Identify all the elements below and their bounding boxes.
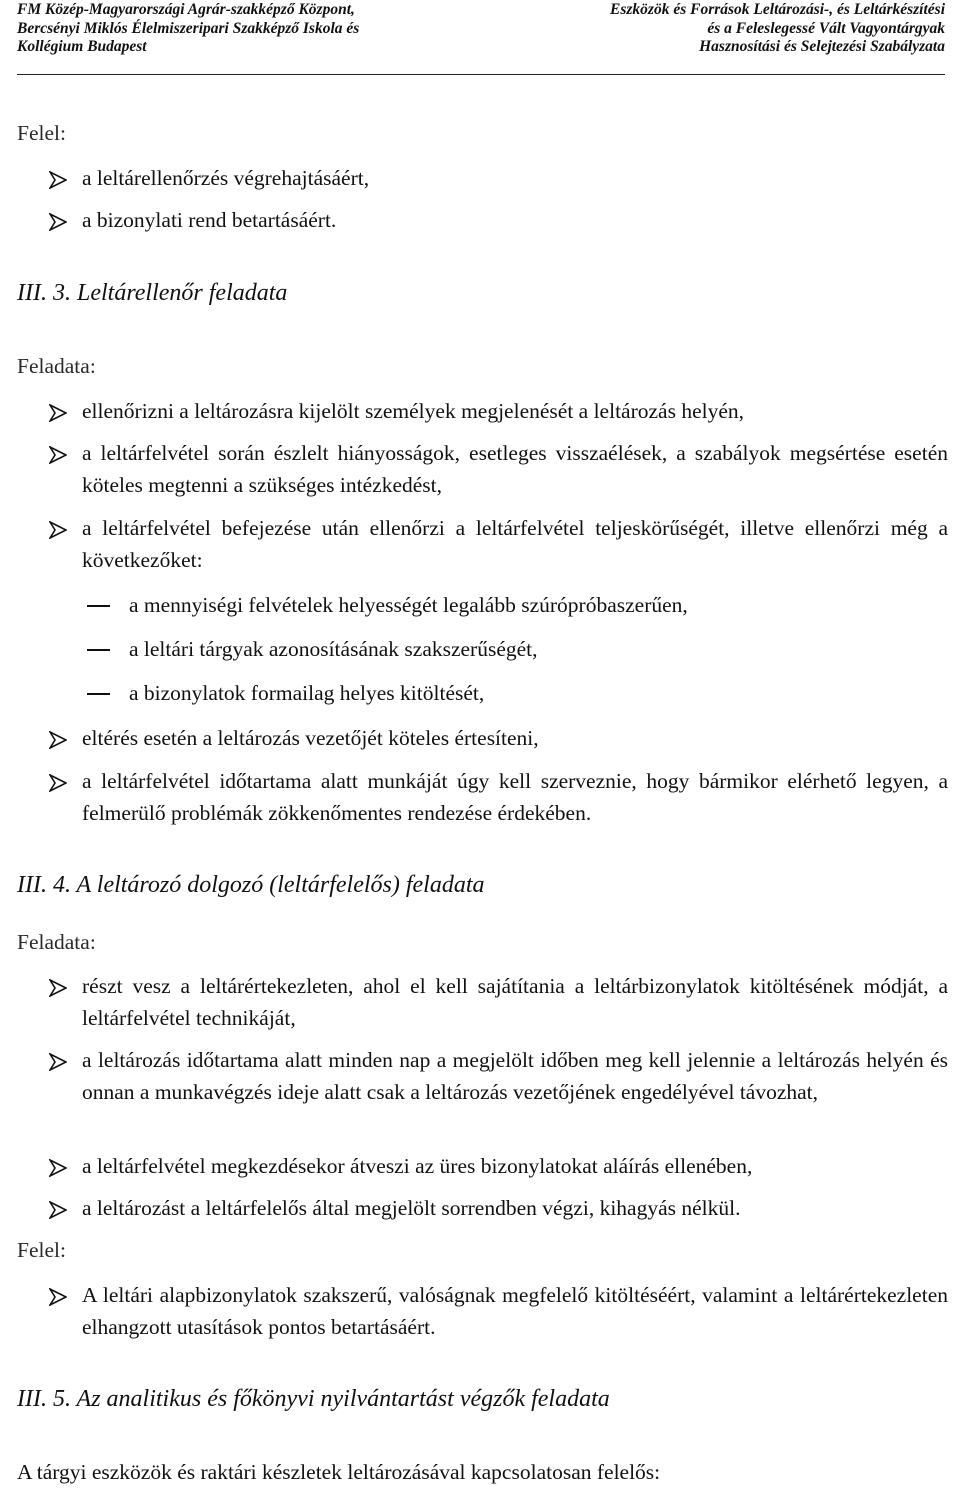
header-institution — [17, 1, 359, 57]
list-item-text: A leltári alapbizonylatok szakszerű, valóságnak megfelelő kitöltéséért, valamint a leltárértekezleten elhangzott utasítások pontos betartásáért. — [82, 1283, 948, 1339]
header-left-line-3: Kollégium Budapest — [17, 38, 147, 55]
list-item — [82, 722, 948, 754]
list-item-text: ellenőrizni a leltározásra kijelölt személyek megjelenését a leltározás helyén, — [82, 399, 745, 423]
header-right-line-1: Eszközök és Források Leltározási-, és Leltárkészítési — [610, 1, 945, 18]
list-item — [82, 970, 948, 1034]
header-left-line-2: Bercsényi Miklós Élelmiszeripari Szakképző Iskola és — [17, 19, 360, 37]
sub-list-item-text: a mennyiségi felvételek helyességét legalább szúrópróbaszerűen, — [129, 593, 688, 617]
list-item — [82, 204, 948, 236]
list-item-text: a leltárfelvétel során észlelt hiányosságok, esetleges visszaélések, a szabályok megsértése esetén köteles megtenni a szükséges intézkedést, — [82, 441, 948, 497]
list-item — [82, 395, 948, 427]
section-heading: III. 5. Az analitikus és főkönyvi nyilvántartást végzők feladata — [17, 1386, 610, 1412]
section-intro: A tárgyi eszközök és raktári készletek leltározásával kapcsolatosan felelős: — [17, 1460, 661, 1484]
header-right-line-2: és a Feleslegessé Vált Vagyontárgyak — [707, 19, 945, 37]
dash-bullet-icon — [87, 649, 110, 651]
sub-list-item — [129, 589, 948, 621]
sub-list-item-text: a bizonylatok formailag helyes kitöltését, — [129, 681, 485, 705]
feladata-label: Feladata: — [17, 354, 96, 378]
feladata-label: Feladata: — [17, 930, 96, 954]
list-item — [82, 1279, 948, 1343]
list-item-text: a leltárellenőrzés végrehajtásáért, — [82, 166, 370, 190]
list-item-text: a leltárfelvétel befejezése után ellenőrzi a leltárfelvétel teljeskörűségét, illetve ellenőrzi még a következőket: — [82, 516, 948, 572]
dash-bullet-icon — [87, 605, 110, 607]
sub-list-item — [129, 633, 948, 665]
list-item-text: a leltárfelvétel időtartama alatt munkáját úgy kell szerveznie, hogy bármikor elérhető legyen, a felmerülő problémák zökkenőmentes rendezése érdekében. — [82, 769, 948, 825]
header-document-title — [610, 1, 945, 57]
list-item — [82, 1044, 948, 1108]
list-item — [82, 162, 948, 194]
list-item-text: a leltárfelvétel megkezdésekor átveszi az üres bizonylatokat aláírás ellenében, — [82, 1154, 753, 1178]
list-item-text: a leltározást a leltárfelelős által megjelölt sorrendben végzi, kihagyás nélkül. — [82, 1196, 741, 1220]
page-header — [17, 0, 945, 75]
header-right-line-3: Hasznosítási és Selejtezési Szabályzata — [699, 38, 945, 55]
section-heading: III. 4. A leltározó dolgozó (leltárfelelős) feladata — [17, 872, 485, 898]
dash-bullet-icon — [87, 693, 110, 695]
sub-list-item — [129, 677, 948, 709]
section-heading: III. 3. Leltárellenőr feladata — [17, 280, 288, 306]
list-item-text: eltérés esetén a leltározás vezetőjét köteles értesíteni, — [82, 726, 539, 750]
list-item — [82, 512, 948, 576]
list-item — [82, 765, 948, 829]
felel-label: Felel: — [17, 121, 66, 145]
header-left-line-1: FM Közép-Magyarországi Agrár-szakképző Központ, — [17, 1, 355, 18]
list-item — [82, 437, 948, 501]
list-item — [82, 1192, 948, 1224]
list-item — [82, 1150, 948, 1182]
list-item-text: részt vesz a leltárértekezleten, ahol el kell sajátítania a leltárbizonylatok kitöltésének módját, a leltárfelvétel technikáját, — [82, 974, 948, 1030]
list-item-text: a bizonylati rend betartásáért. — [82, 208, 337, 232]
list-item-text: a leltározás időtartama alatt minden nap a megjelölt időben meg kell jelennie a leltározás helyén és onnan a munkavégzés ideje alatt csak a leltározás vezetőjének engedélyével távozhat, — [82, 1048, 948, 1104]
felel-label: Felel: — [17, 1238, 66, 1262]
sub-list-item-text: a leltári tárgyak azonosításának szakszerűségét, — [129, 637, 538, 661]
